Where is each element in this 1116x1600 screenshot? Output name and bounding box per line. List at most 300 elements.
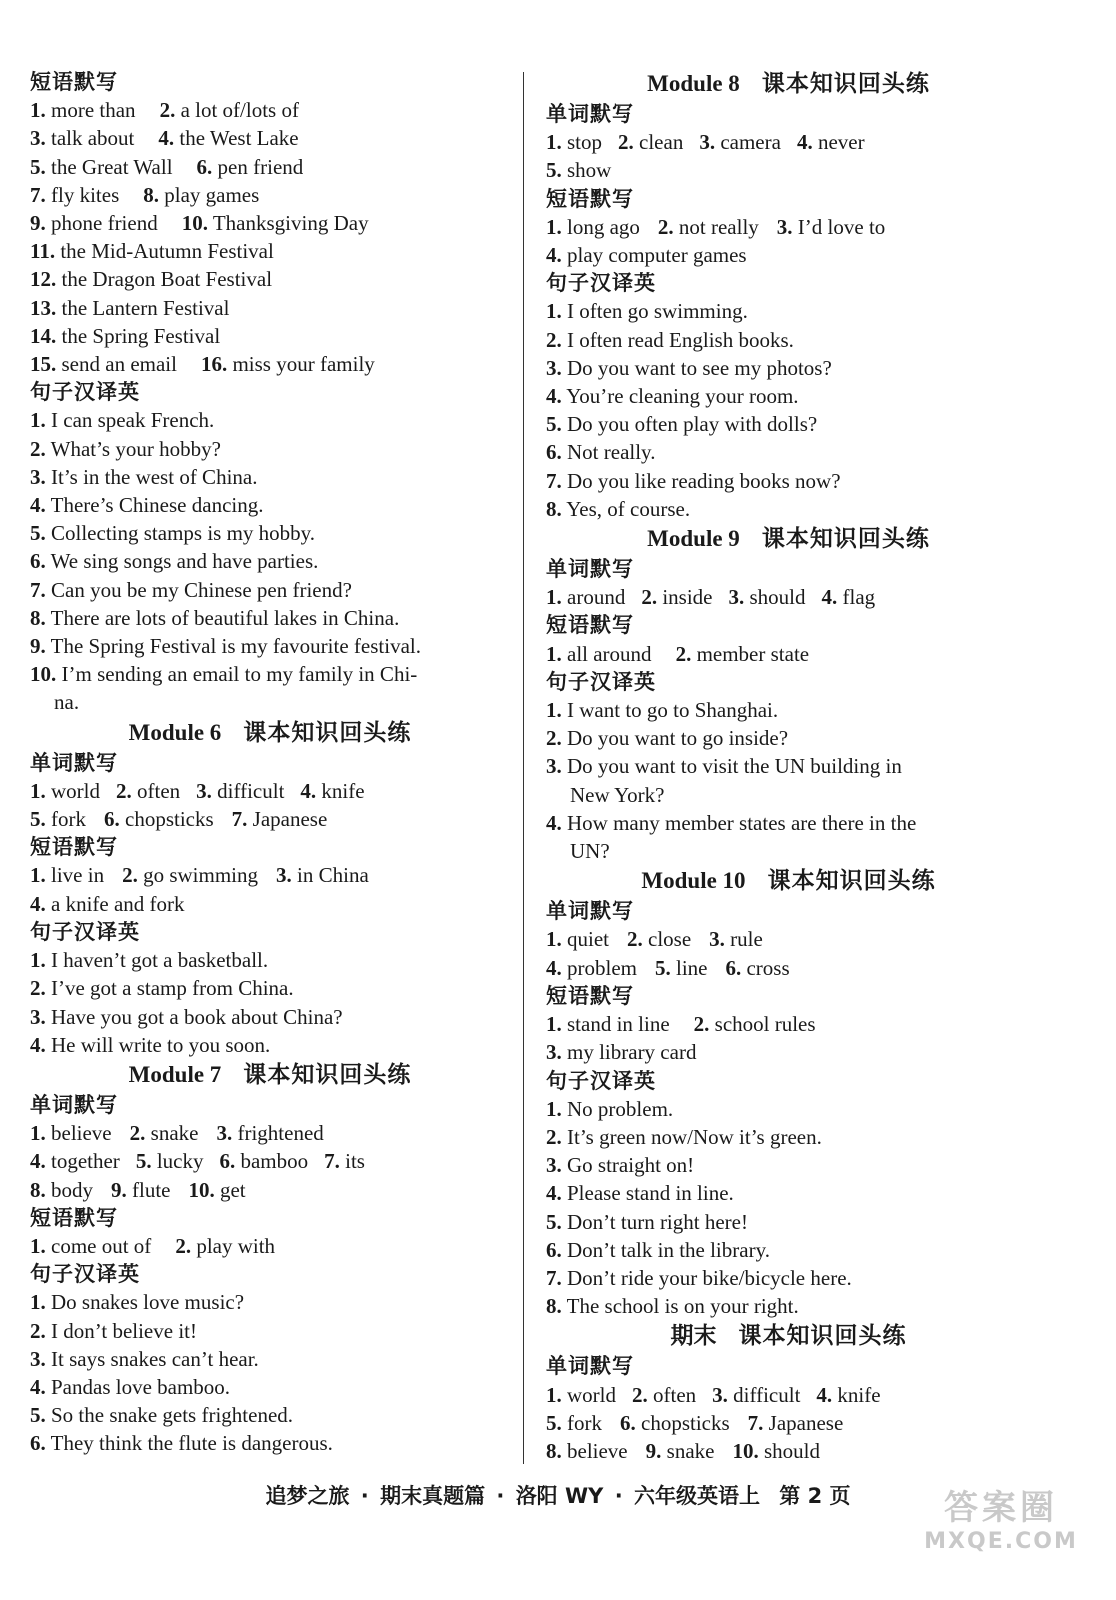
answer-line (30, 576, 510, 604)
item-text: send an email (61, 352, 177, 377)
answer-line (30, 406, 510, 434)
section-heading: 句子汉译英 (30, 919, 140, 944)
item-text: I can speak French. (51, 408, 215, 433)
item-number: 2. (546, 726, 562, 751)
item-text: should (749, 585, 806, 610)
item-text: Do you want to go inside? (567, 726, 789, 751)
answer-item (160, 98, 299, 122)
item-number: 2. (30, 976, 46, 1001)
answer-line (30, 1031, 510, 1059)
answer-line (30, 294, 510, 322)
answer-item (30, 892, 185, 916)
item-number: 4. (30, 891, 46, 916)
module-name: 期末 (670, 1323, 717, 1349)
answer-item (300, 779, 364, 803)
item-number: 1. (546, 585, 562, 610)
item-text: Japanese (768, 1410, 844, 1435)
item-number: 5. (30, 807, 46, 832)
item-text: live in (51, 863, 105, 888)
item-number: 4. (546, 243, 562, 268)
answer-item (130, 1121, 199, 1145)
answer-line (546, 1038, 1031, 1066)
item-text: line (675, 955, 708, 980)
item-number: 5. (654, 955, 671, 980)
item-text: fly kites (51, 182, 120, 207)
answer-item (30, 662, 417, 686)
answer-item (618, 130, 683, 154)
item-text: There are lots of beautiful lakes in China. (50, 605, 400, 630)
item-text: problem (567, 955, 637, 980)
answer-item (546, 1040, 696, 1064)
answer-item (546, 726, 788, 750)
answer-item (546, 927, 609, 951)
watermark-logo (916, 1487, 1086, 1567)
answer-item (646, 1439, 715, 1463)
answer-item (816, 1383, 880, 1407)
item-number: 12. (30, 267, 57, 292)
item-number: 2. (30, 436, 46, 461)
answer-line (546, 467, 1031, 495)
answer-line (30, 181, 510, 209)
answer-item (658, 215, 759, 239)
answer-line (30, 1119, 510, 1147)
answer-item (143, 183, 259, 207)
answer-line (30, 1176, 510, 1204)
answer-item (30, 239, 274, 263)
answer-item (111, 1178, 170, 1202)
answer-item (546, 1383, 616, 1407)
answer-line (30, 153, 510, 181)
answer-line (30, 435, 510, 463)
answer-item (30, 1375, 230, 1399)
answer-item (30, 465, 257, 489)
answer-item (725, 956, 789, 980)
item-number: 2. (641, 585, 658, 610)
answer-line (546, 354, 1031, 382)
item-number: 7. (30, 577, 46, 602)
item-text: I haven’t got a basketball. (51, 948, 269, 973)
answer-item (546, 215, 640, 239)
item-number: 7. (546, 468, 562, 493)
item-number: 5. (546, 1410, 562, 1435)
answer-item (30, 863, 104, 887)
answer-line (30, 519, 510, 547)
answer-item (546, 1181, 734, 1205)
answer-item (30, 324, 220, 348)
item-number: 4. (300, 778, 317, 803)
answer-item (30, 1005, 343, 1029)
module-name: Module 6 (128, 719, 222, 745)
answer-item (546, 956, 637, 980)
answer-item (546, 642, 652, 666)
item-text: believe (51, 1121, 112, 1146)
module-title (30, 1059, 510, 1091)
module-name: Module 9 (647, 526, 740, 552)
answer-line (30, 1232, 510, 1260)
item-text: snake (150, 1121, 199, 1146)
answer-item (30, 1347, 259, 1371)
column-divider (523, 72, 524, 1464)
answer-line (546, 925, 1031, 953)
answer-line (546, 1264, 1031, 1292)
answer-item (30, 807, 86, 831)
item-number: 1. (546, 698, 562, 723)
item-text: Not really. (567, 440, 656, 465)
answer-item (777, 215, 885, 239)
item-number: 10. (732, 1438, 759, 1463)
line-continuation: na. (54, 690, 80, 715)
module-name: Module 8 (647, 71, 740, 96)
right-column (546, 68, 1031, 1465)
answer-item (30, 126, 134, 150)
item-text: come out of (51, 1233, 152, 1258)
answer-item (30, 1121, 112, 1145)
item-text: a lot of/lots of (180, 98, 299, 123)
item-text: the Lantern Festival (61, 295, 230, 320)
answer-line (30, 861, 510, 889)
section-heading: 短语默写 (546, 613, 634, 638)
item-number: 10. (181, 211, 208, 236)
item-text: play games (164, 182, 260, 207)
answer-item (104, 807, 214, 831)
answer-item (546, 754, 902, 778)
item-number: 3. (30, 1004, 46, 1029)
item-number: 1. (30, 863, 46, 888)
item-number: 1. (30, 948, 46, 973)
item-number: 8. (30, 1177, 46, 1202)
answer-line (30, 1429, 510, 1457)
answer-line (30, 1373, 510, 1401)
item-number: 3. (30, 126, 46, 151)
item-text: So the snake gets frightened. (51, 1403, 294, 1428)
answer-item (546, 497, 690, 521)
item-text: The school is on your right. (566, 1294, 799, 1319)
answer-item (655, 956, 708, 980)
answer-item (797, 130, 865, 154)
answer-line (30, 322, 510, 350)
item-text: difficult (217, 778, 285, 803)
answer-item (30, 521, 315, 545)
item-text: Please stand in line. (567, 1181, 734, 1206)
item-text: Go straight on! (567, 1153, 695, 1178)
item-text: frightened (237, 1121, 324, 1146)
item-text: camera (720, 130, 781, 155)
answer-line (30, 350, 510, 378)
item-text: Do you want to see my photos? (567, 355, 832, 380)
answer-line (546, 1437, 1031, 1465)
answer-item (30, 98, 136, 122)
footer-separator: · (360, 1484, 369, 1508)
item-text: inside (662, 585, 713, 610)
item-number: 2. (618, 130, 634, 155)
item-number: 3. (546, 1153, 562, 1178)
answer-item (546, 469, 841, 493)
answer-item (748, 1411, 844, 1435)
section-heading: 短语默写 (546, 983, 634, 1008)
module-subtitle: 课本知识回头练 (761, 526, 930, 553)
module-title (546, 68, 1031, 100)
watermark-url: MXQE.COM (924, 1529, 1078, 1554)
answer-item (546, 299, 748, 323)
answer-item (175, 1234, 275, 1258)
item-text: I often read English books. (567, 327, 794, 352)
item-number: 8. (546, 496, 562, 521)
item-text: It says snakes can’t hear. (51, 1346, 259, 1371)
item-number: 6. (219, 1149, 236, 1174)
answer-item (546, 243, 747, 267)
item-text: chopsticks (641, 1410, 730, 1435)
answer-item (30, 296, 229, 320)
answer-item (620, 1411, 730, 1435)
section-heading: 句子汉译英 (546, 271, 656, 296)
answer-item (699, 130, 781, 154)
item-number: 4. (546, 1181, 562, 1206)
item-number: 2. (116, 778, 132, 803)
item-text: a knife and fork (51, 891, 185, 916)
item-number: 6. (30, 549, 46, 574)
item-text: Yes, of course. (566, 496, 691, 521)
item-number: 15. (30, 352, 57, 377)
answer-item (632, 1383, 696, 1407)
answer-item (30, 1403, 293, 1427)
item-text: my library card (567, 1040, 697, 1065)
item-number: 5. (30, 154, 46, 179)
item-number: 6. (546, 1237, 562, 1262)
item-text: They think the flute is dangerous. (50, 1431, 333, 1456)
answer-line (30, 660, 510, 688)
item-number: 3. (699, 130, 716, 155)
answer-item (546, 1266, 852, 1290)
item-text: Don’t talk in the library. (567, 1237, 770, 1262)
section-heading: 单词默写 (546, 557, 634, 582)
answer-line (30, 1003, 510, 1031)
section-heading: 短语默写 (546, 186, 634, 211)
answer-item (188, 1178, 245, 1202)
item-number: 2. (122, 863, 138, 888)
answer-line (30, 491, 510, 519)
section-heading: 短语默写 (30, 70, 118, 94)
answer-item (30, 155, 173, 179)
answer-item (676, 642, 810, 666)
section-heading: 短语默写 (30, 835, 118, 860)
answer-item (30, 1178, 93, 1202)
answer-line (30, 237, 510, 265)
answer-item (709, 927, 763, 951)
item-text: Do snakes love music? (51, 1290, 245, 1315)
item-number: 4. (796, 130, 813, 155)
answer-item (219, 1149, 308, 1173)
answer-line (546, 583, 1031, 611)
item-text: I want to go to Shanghai. (567, 698, 779, 723)
item-text: together (51, 1149, 120, 1174)
answer-item (30, 1290, 244, 1314)
item-number: 4. (546, 384, 562, 409)
item-number: 16. (200, 352, 228, 377)
item-number: 14. (30, 323, 57, 348)
answer-line (546, 1409, 1031, 1437)
item-text: fork (51, 807, 86, 832)
item-text: Thanksgiving Day (212, 211, 369, 236)
answer-item (627, 927, 691, 951)
item-text: its (345, 1149, 365, 1174)
item-text: miss your family (232, 352, 375, 377)
item-number: 9. (30, 634, 46, 659)
section-heading: 单词默写 (30, 750, 118, 775)
answer-line (546, 438, 1031, 466)
answer-item (30, 948, 268, 972)
item-text: around (567, 585, 626, 610)
module-subtitle: 课本知识回头练 (243, 1061, 412, 1088)
item-text: Japanese (252, 807, 328, 832)
footer-page-number: 第 2 页 (779, 1484, 851, 1508)
item-number: 8. (30, 605, 46, 630)
item-text: fork (567, 1410, 602, 1435)
answer-item (182, 211, 369, 235)
item-number: 5. (546, 1209, 562, 1234)
footer-separator: · (614, 1484, 623, 1508)
item-number: 1. (30, 1121, 46, 1146)
item-text: stand in line (567, 1012, 670, 1037)
answer-item (30, 408, 214, 432)
item-text: Can you be my Chinese pen friend? (51, 577, 352, 602)
answer-line (546, 752, 1031, 780)
item-number: 1. (546, 1012, 562, 1037)
item-text: rule (730, 927, 763, 952)
item-number: 4. (816, 1382, 833, 1407)
answer-line (30, 890, 510, 918)
answer-line (546, 954, 1031, 982)
answer-item (30, 267, 272, 291)
answer-item (822, 585, 876, 609)
answer-line (546, 1123, 1031, 1151)
item-number: 1. (30, 1290, 46, 1315)
item-text: Do you often play with dolls? (567, 412, 818, 437)
item-text: cross (746, 955, 790, 980)
module-name: Module 7 (128, 1061, 222, 1087)
item-number: 2. (159, 98, 176, 123)
item-number: 3. (709, 927, 725, 952)
item-text: school rules (714, 1012, 816, 1037)
item-number: 2. (675, 641, 692, 666)
answer-item (546, 1097, 673, 1121)
item-text: close (648, 927, 692, 952)
section-heading: 句子汉译英 (546, 669, 656, 694)
item-text: show (567, 158, 612, 183)
footer-book: 追梦之旅 (265, 1484, 350, 1508)
item-text: clean (639, 130, 684, 155)
answer-line (30, 1345, 510, 1373)
item-number: 7. (546, 1265, 562, 1290)
answer-item (30, 634, 421, 658)
item-text: believe (567, 1438, 628, 1463)
item-text: phone friend (51, 211, 158, 236)
left-column (30, 68, 510, 1458)
item-number: 2. (632, 1382, 648, 1407)
item-number: 2. (657, 214, 674, 239)
item-text: knife (321, 778, 365, 803)
item-text: I often go swimming. (567, 299, 748, 324)
answer-item (546, 1153, 694, 1177)
module-title (546, 865, 1031, 897)
section-heading: 句子汉译英 (30, 1262, 140, 1287)
item-number: 10. (188, 1177, 215, 1202)
answer-line (546, 1208, 1031, 1236)
item-text: Do you want to visit the UN building in (567, 754, 902, 779)
item-number: 3. (728, 585, 745, 610)
item-text: play computer games (567, 243, 747, 268)
item-text: He will write to you soon. (51, 1032, 271, 1057)
item-number: 5. (546, 158, 562, 183)
item-text: flute (132, 1177, 171, 1202)
answer-item (546, 1238, 770, 1262)
section-heading: 单词默写 (546, 102, 634, 126)
answer-item (197, 155, 304, 179)
item-number: 4. (546, 955, 562, 980)
section-heading: 短语默写 (30, 1205, 118, 1230)
item-text: It’s green now/Now it’s green. (567, 1124, 822, 1149)
answer-item (30, 437, 221, 461)
item-number: 3. (546, 754, 562, 779)
answer-line (30, 1401, 510, 1429)
item-text: What’s your hobby? (50, 436, 221, 461)
module-title (30, 717, 510, 749)
item-number: 4. (30, 1149, 46, 1174)
item-number: 4. (30, 1374, 46, 1399)
section-heading: 单词默写 (546, 1354, 634, 1379)
item-number: 3. (216, 1121, 233, 1146)
item-number: 1. (546, 130, 562, 155)
answer-line (546, 410, 1031, 438)
answer-line (546, 1179, 1031, 1207)
item-text: We sing songs and have parties. (50, 549, 319, 574)
watermark-text: 答案圈 (944, 1488, 1058, 1528)
item-text: in China (297, 863, 369, 888)
answer-item (158, 126, 298, 150)
footer-series: 期末真题篇 (380, 1484, 486, 1508)
item-text: bamboo (240, 1149, 309, 1174)
item-number: 7. (324, 1149, 340, 1174)
answer-line (546, 495, 1031, 523)
item-text: often (653, 1382, 697, 1407)
item-number: 7. (231, 807, 248, 832)
item-number: 3. (196, 778, 212, 803)
answer-item (546, 1439, 628, 1463)
answer-line (30, 96, 510, 124)
item-number: 1. (546, 641, 562, 666)
answer-line (546, 241, 1031, 269)
answer-item (546, 585, 625, 609)
item-number: 11. (30, 239, 56, 264)
answer-line (30, 777, 510, 805)
item-text: No problem. (567, 1096, 674, 1121)
item-number: 8. (546, 1294, 562, 1319)
answer-line (546, 1151, 1031, 1179)
answer-item (546, 1411, 602, 1435)
item-number: 1. (30, 408, 46, 433)
item-number: 6. (620, 1410, 636, 1435)
answer-item (30, 183, 119, 207)
item-number: 7. (747, 1410, 764, 1435)
item-number: 3. (712, 1382, 728, 1407)
answer-item (641, 585, 712, 609)
answer-item (276, 863, 369, 887)
answer-line (30, 124, 510, 152)
answer-item (30, 578, 352, 602)
item-number: 1. (546, 214, 562, 239)
item-text: lucky (156, 1149, 204, 1174)
item-number: 9. (645, 1438, 662, 1463)
answer-item (30, 606, 399, 630)
